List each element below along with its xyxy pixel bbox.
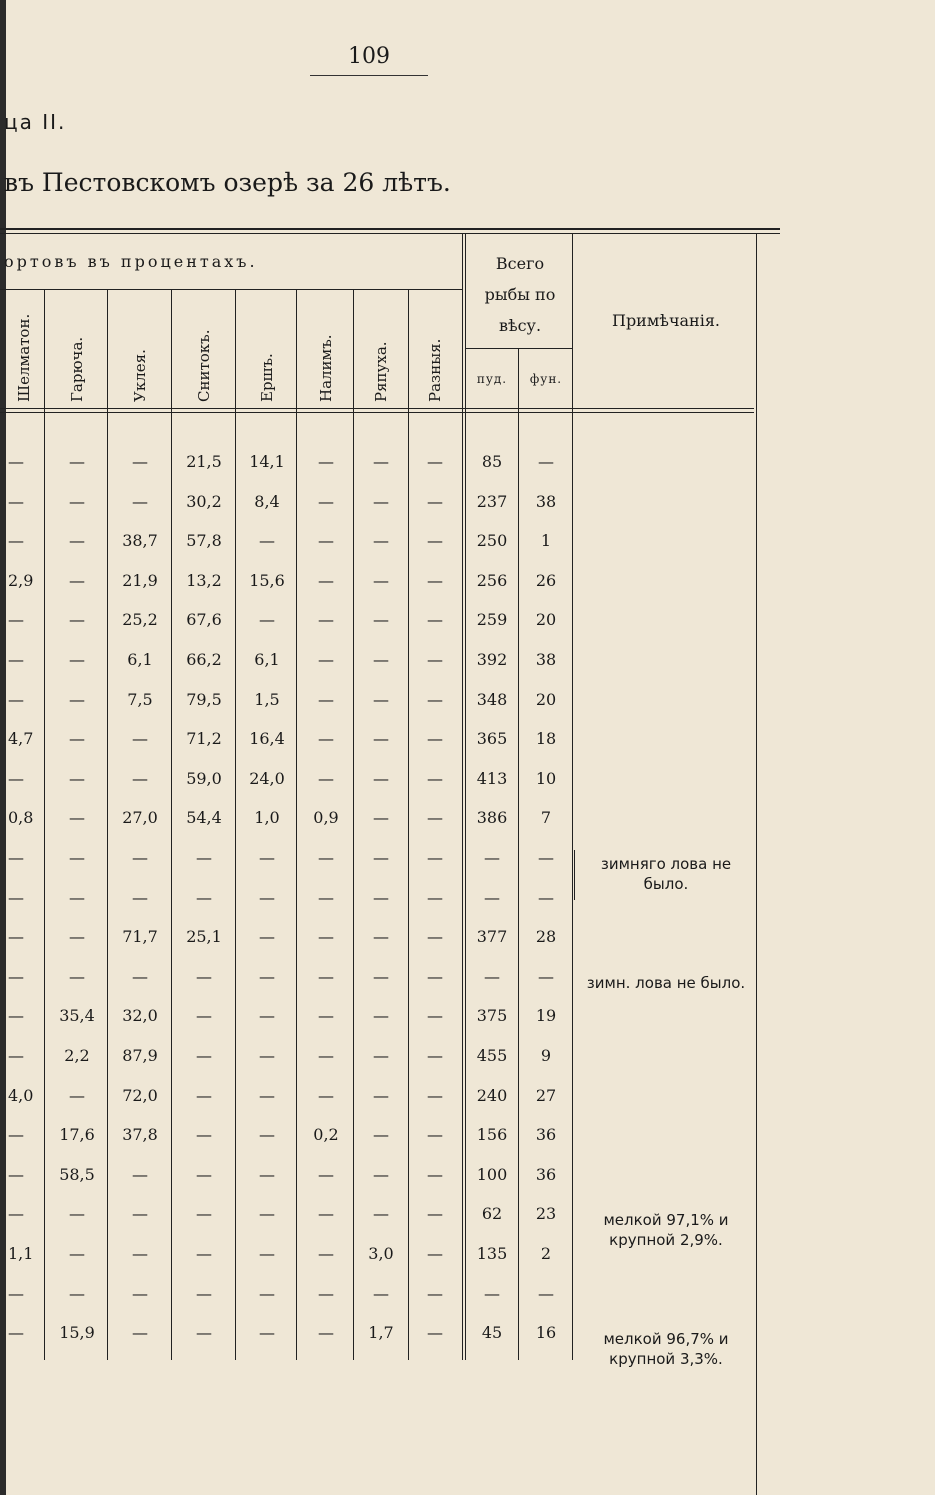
cell-pud: 455	[476, 1046, 508, 1065]
cell-ukleya: —	[132, 966, 148, 986]
cell-pud: 413	[476, 768, 508, 788]
cell-garyucha: —	[69, 1283, 85, 1303]
cell-nalim: 0,2	[313, 1125, 339, 1145]
cell-pud: 240	[476, 1085, 508, 1105]
column-header-ukleya: Уклея.	[131, 349, 149, 402]
cell-raznyya: —	[427, 610, 443, 630]
cell-ukleya: 87,9	[122, 1046, 158, 1065]
cell-ukleya: —	[132, 491, 148, 511]
cell-ryapukha: —	[373, 927, 389, 947]
cell-ryapukha: —	[373, 966, 389, 986]
page-gutter	[0, 0, 6, 1495]
cell-fun: —	[538, 1283, 554, 1303]
cell-ryapukha: —	[373, 887, 389, 907]
cell-pud: —	[484, 1283, 500, 1303]
column-header-shelmaton: Шелматон.	[15, 313, 33, 402]
cell-raznyya: —	[427, 491, 443, 511]
note-line: мелкой 97,1% и	[603, 1211, 729, 1230]
cell-ryapukha: —	[373, 1046, 389, 1065]
cell-nalim: —	[318, 531, 334, 551]
column-rule	[171, 290, 172, 1360]
cell-raznyya: —	[427, 531, 443, 551]
cell-ryapukha: —	[373, 1125, 389, 1145]
cell-snitok: 30,2	[186, 491, 222, 511]
cell-ryapukha: —	[373, 452, 389, 471]
cell-ukleya: —	[132, 1283, 148, 1303]
page-number-rule	[310, 75, 428, 76]
cell-ukleya: —	[132, 1323, 148, 1343]
cell-snitok: 25,1	[186, 927, 222, 947]
cell-garyucha: —	[69, 808, 85, 828]
cell-nalim: —	[318, 1283, 334, 1303]
cell-ryapukha: —	[373, 1085, 389, 1105]
header-bottom-rule-2	[0, 412, 754, 413]
cell-ersh: —	[259, 966, 275, 986]
cell-ukleya: 6,1	[127, 650, 153, 669]
cell-shelmaton: —	[8, 610, 24, 630]
note-line: мелкой 96,7% и	[603, 1330, 729, 1349]
cell-raznyya: —	[427, 1204, 443, 1224]
table-label: ца II.	[4, 110, 67, 134]
cell-nalim: —	[318, 689, 334, 709]
cell-ersh: 6,1	[254, 650, 280, 669]
cell-ukleya: —	[132, 1164, 148, 1184]
note-line: крупной 3,3%.	[609, 1350, 723, 1369]
cell-raznyya: —	[427, 1244, 443, 1263]
cell-raznyya: —	[427, 452, 443, 471]
cell-nalim: —	[318, 1085, 334, 1105]
cell-garyucha: 17,6	[59, 1125, 95, 1145]
group-rule	[0, 289, 462, 290]
cell-garyucha: —	[69, 729, 85, 749]
cell-ryapukha: —	[373, 1283, 389, 1303]
cell-pud: 365	[476, 729, 508, 749]
cell-ersh: —	[259, 1283, 275, 1303]
cell-nalim: —	[318, 729, 334, 749]
cell-ukleya: 38,7	[122, 531, 158, 551]
cell-fun: 20	[535, 610, 557, 630]
note-line: было.	[643, 875, 689, 893]
cell-shelmaton: —	[8, 1323, 24, 1343]
cell-ukleya: 7,5	[127, 689, 153, 709]
column-rule	[572, 234, 573, 1360]
cell-ersh: —	[259, 610, 275, 630]
cell-pud: 386	[476, 808, 508, 828]
cell-ukleya: 32,0	[122, 1006, 158, 1026]
cell-shelmaton: —	[8, 887, 24, 907]
cell-fun: 19	[535, 1006, 557, 1026]
cell-ersh: 8,4	[254, 491, 280, 511]
cell-fun: 1	[540, 531, 552, 551]
cell-ersh: —	[259, 848, 275, 867]
cell-garyucha: —	[69, 1244, 85, 1263]
cell-shelmaton: —	[8, 650, 24, 669]
cell-garyucha: —	[69, 452, 85, 471]
cell-pud: 156	[476, 1125, 508, 1145]
cell-garyucha: —	[69, 689, 85, 709]
total-header: Всего рыбы по вѣсу.	[484, 254, 556, 335]
cell-ryapukha: —	[373, 848, 389, 867]
cell-nalim: —	[318, 848, 334, 867]
cell-ryapukha: 3,0	[368, 1244, 394, 1263]
cell-ersh: —	[259, 1323, 275, 1343]
cell-ryapukha: —	[373, 531, 389, 551]
cell-ersh: 1,0	[254, 808, 280, 828]
cell-shelmaton: —	[8, 1006, 24, 1026]
cell-nalim: —	[318, 1323, 334, 1343]
cell-snitok: —	[196, 1204, 212, 1224]
cell-snitok: —	[196, 966, 212, 986]
cell-ersh: 24,0	[249, 768, 285, 788]
cell-garyucha: 2,2	[64, 1046, 90, 1065]
cell-snitok: 79,5	[186, 689, 222, 709]
cell-shelmaton: —	[8, 768, 24, 788]
cell-nalim: 0,9	[313, 808, 339, 828]
cell-nalim: —	[318, 887, 334, 907]
cell-snitok: 66,2	[186, 650, 222, 669]
cell-fun: —	[538, 887, 554, 907]
cell-shelmaton: 4,0	[8, 1085, 34, 1105]
cell-raznyya: —	[427, 927, 443, 947]
brace-mark	[574, 850, 579, 900]
cell-ukleya: —	[132, 887, 148, 907]
column-rule	[107, 290, 108, 1360]
cell-raznyya: —	[427, 689, 443, 709]
cell-raznyya: —	[427, 1125, 443, 1145]
cell-raznyya: —	[427, 1006, 443, 1026]
cell-nalim: —	[318, 1244, 334, 1263]
cell-raznyya: —	[427, 966, 443, 986]
note-line: крупной 2,9%.	[609, 1231, 723, 1250]
cell-pud: 256	[476, 570, 508, 590]
cell-shelmaton: —	[8, 1046, 24, 1065]
cell-garyucha: —	[69, 570, 85, 590]
cell-ukleya: —	[132, 1244, 148, 1263]
cell-ryapukha: —	[373, 689, 389, 709]
cell-ukleya: 25,2	[122, 610, 158, 630]
cell-shelmaton: —	[8, 966, 24, 986]
cell-snitok: —	[196, 1244, 212, 1263]
column-header-ersh: Ершъ.	[258, 353, 276, 402]
cell-snitok: —	[196, 887, 212, 907]
cell-shelmaton: —	[8, 491, 24, 511]
cell-shelmaton: —	[8, 1283, 24, 1303]
cell-garyucha: —	[69, 927, 85, 947]
cell-garyucha: —	[69, 887, 85, 907]
cell-ersh: —	[259, 1006, 275, 1026]
cell-snitok: 71,2	[186, 729, 222, 749]
note-line: зимняго лова не	[600, 855, 732, 873]
cell-garyucha: —	[69, 848, 85, 867]
cell-fun: 23	[535, 1204, 557, 1224]
cell-shelmaton: —	[8, 1164, 24, 1184]
cell-raznyya: —	[427, 1323, 443, 1343]
cell-nalim: —	[318, 768, 334, 788]
cell-pud: 85	[481, 452, 503, 471]
unit-fun: фун.	[529, 372, 563, 386]
cell-raznyya: —	[427, 1046, 443, 1065]
cell-ryapukha: —	[373, 729, 389, 749]
column-rule	[353, 290, 354, 1360]
cell-ersh: 16,4	[249, 729, 285, 749]
cell-snitok: 67,6	[186, 610, 222, 630]
cell-fun: 26	[535, 570, 557, 590]
cell-ryapukha: —	[373, 808, 389, 828]
cell-snitok: —	[196, 848, 212, 867]
cell-snitok: —	[196, 1283, 212, 1303]
cell-ersh: —	[259, 1125, 275, 1145]
cell-fun: 38	[535, 650, 557, 669]
cell-raznyya: —	[427, 1085, 443, 1105]
cell-ryapukha: —	[373, 570, 389, 590]
cell-ukleya: —	[132, 848, 148, 867]
units-rule	[466, 348, 572, 349]
cell-shelmaton: 4,7	[8, 729, 34, 749]
cell-ersh: 14,1	[249, 452, 285, 471]
cell-garyucha: —	[69, 1204, 85, 1224]
cell-raznyya: —	[427, 729, 443, 749]
cell-pud: 135	[476, 1244, 508, 1263]
cell-raznyya: —	[427, 808, 443, 828]
column-header-snitok: Снитокъ.	[195, 329, 213, 402]
column-rule	[756, 234, 757, 1495]
cell-pud: —	[484, 966, 500, 986]
cell-nalim: —	[318, 452, 334, 471]
cell-ersh: —	[259, 531, 275, 551]
cell-garyucha: —	[69, 491, 85, 511]
cell-garyucha: 15,9	[59, 1323, 95, 1343]
cell-snitok: —	[196, 1006, 212, 1026]
cell-ersh: —	[259, 1164, 275, 1184]
cell-shelmaton: —	[8, 452, 24, 471]
cell-shelmaton: 2,9	[8, 570, 34, 590]
cell-fun: 36	[535, 1164, 557, 1184]
cell-shelmaton: 1,1	[8, 1244, 34, 1263]
cell-shelmaton: —	[8, 848, 24, 867]
cell-raznyya: —	[427, 650, 443, 669]
column-rule	[462, 234, 463, 1360]
cell-pud: —	[484, 887, 500, 907]
cell-fun: 36	[535, 1125, 557, 1145]
note	[578, 854, 754, 894]
cell-ryapukha: —	[373, 650, 389, 669]
cell-raznyya: —	[427, 1164, 443, 1184]
cell-shelmaton: —	[8, 927, 24, 947]
cell-shelmaton: 0,8	[8, 808, 34, 828]
cell-pud: 250	[476, 531, 508, 551]
page-number: 109	[348, 44, 390, 69]
cell-snitok: —	[196, 1046, 212, 1065]
cell-snitok: —	[196, 1323, 212, 1343]
column-rule	[296, 290, 297, 1360]
cell-shelmaton: —	[8, 531, 24, 551]
cell-pud: 348	[476, 689, 508, 709]
cell-snitok: 54,4	[186, 808, 222, 828]
cell-ersh: 15,6	[249, 570, 285, 590]
cell-raznyya: —	[427, 848, 443, 867]
note-line: зимн. лова не было.	[586, 973, 746, 992]
cell-nalim: —	[318, 1164, 334, 1184]
header-bottom-rule	[0, 408, 754, 409]
cell-ersh: —	[259, 887, 275, 907]
cell-fun: —	[538, 452, 554, 471]
cell-nalim: —	[318, 1204, 334, 1224]
cell-fun: 9	[540, 1046, 552, 1065]
cell-raznyya: —	[427, 1283, 443, 1303]
note	[578, 1210, 754, 1250]
cell-pud: 392	[476, 650, 508, 669]
group-header: ортовъ въ процентахъ.	[4, 252, 258, 271]
column-rule	[235, 290, 236, 1360]
column-rule	[465, 234, 466, 1360]
cell-raznyya: —	[427, 570, 443, 590]
cell-nalim: —	[318, 650, 334, 669]
cell-ukleya: 37,8	[122, 1125, 158, 1145]
cell-ersh: —	[259, 927, 275, 947]
cell-shelmaton: —	[8, 1125, 24, 1145]
column-header-nalim: Налимъ.	[317, 334, 335, 402]
cell-ukleya: 27,0	[122, 808, 158, 828]
cell-ryapukha: —	[373, 1164, 389, 1184]
cell-pud: 259	[476, 610, 508, 630]
cell-ersh: —	[259, 1204, 275, 1224]
cell-fun: 38	[535, 491, 557, 511]
cell-nalim: —	[318, 1046, 334, 1065]
note	[578, 973, 754, 993]
cell-nalim: —	[318, 491, 334, 511]
cell-ersh: 1,5	[254, 689, 280, 709]
cell-nalim: —	[318, 966, 334, 986]
cell-ryapukha: —	[373, 610, 389, 630]
cell-fun: 20	[535, 689, 557, 709]
cell-ukleya: 21,9	[122, 570, 158, 590]
cell-ukleya: —	[132, 729, 148, 749]
cell-snitok: 59,0	[186, 768, 222, 788]
cell-garyucha: —	[69, 650, 85, 669]
cell-garyucha: —	[69, 610, 85, 630]
cell-garyucha: 58,5	[59, 1164, 95, 1184]
column-header-raznyya: Разныя.	[426, 338, 444, 402]
cell-pud: 377	[476, 927, 508, 947]
top-rule	[0, 228, 780, 230]
cell-ukleya: —	[132, 768, 148, 788]
cell-fun: 16	[535, 1323, 557, 1343]
cell-pud: 100	[476, 1164, 508, 1184]
cell-raznyya: —	[427, 887, 443, 907]
column-header-ryapukha: Ряпуха.	[372, 341, 390, 402]
cell-nalim: —	[318, 610, 334, 630]
table-title: въ Пестовскомъ озерѣ за 26 лѣтъ.	[4, 168, 451, 197]
cell-pud: 375	[476, 1006, 508, 1026]
cell-ukleya: 72,0	[122, 1085, 158, 1105]
cell-garyucha: —	[69, 531, 85, 551]
cell-ukleya: 71,7	[122, 927, 158, 947]
cell-ersh: —	[259, 1244, 275, 1263]
cell-fun: 2	[540, 1244, 552, 1263]
cell-snitok: 13,2	[186, 570, 222, 590]
cell-ryapukha: —	[373, 1204, 389, 1224]
cell-fun: —	[538, 966, 554, 986]
unit-pud: пуд.	[476, 372, 508, 386]
column-header-garyucha: Гарюча.	[68, 336, 86, 402]
cell-garyucha: —	[69, 966, 85, 986]
cell-nalim: —	[318, 570, 334, 590]
cell-snitok: —	[196, 1125, 212, 1145]
notes-header: Примѣчанія.	[611, 311, 721, 330]
column-rule	[408, 290, 409, 1360]
cell-pud: 45	[481, 1323, 503, 1343]
cell-garyucha: —	[69, 1085, 85, 1105]
cell-snitok: —	[196, 1164, 212, 1184]
cell-fun: 28	[535, 927, 557, 947]
cell-shelmaton: —	[8, 1204, 24, 1224]
cell-pud: 237	[476, 491, 508, 511]
cell-ersh: —	[259, 1085, 275, 1105]
top-rule-2	[0, 233, 780, 234]
cell-nalim: —	[318, 1006, 334, 1026]
cell-fun: 10	[535, 768, 557, 788]
cell-ukleya: —	[132, 452, 148, 471]
cell-ersh: —	[259, 1046, 275, 1065]
column-rule	[518, 348, 519, 1360]
note	[578, 1329, 754, 1369]
cell-ryapukha: —	[373, 491, 389, 511]
cell-nalim: —	[318, 927, 334, 947]
cell-ryapukha: 1,7	[368, 1323, 394, 1343]
cell-raznyya: —	[427, 768, 443, 788]
cell-fun: 18	[535, 729, 557, 749]
cell-snitok: 57,8	[186, 531, 222, 551]
cell-ukleya: —	[132, 1204, 148, 1224]
cell-shelmaton: —	[8, 689, 24, 709]
cell-fun: 7	[540, 808, 552, 828]
cell-garyucha: —	[69, 768, 85, 788]
cell-ryapukha: —	[373, 768, 389, 788]
cell-ryapukha: —	[373, 1006, 389, 1026]
cell-fun: 27	[535, 1085, 557, 1105]
cell-fun: —	[538, 848, 554, 867]
cell-pud: 62	[481, 1204, 503, 1224]
cell-garyucha: 35,4	[59, 1006, 95, 1026]
cell-pud: —	[484, 848, 500, 867]
cell-snitok: 21,5	[186, 452, 222, 471]
cell-snitok: —	[196, 1085, 212, 1105]
